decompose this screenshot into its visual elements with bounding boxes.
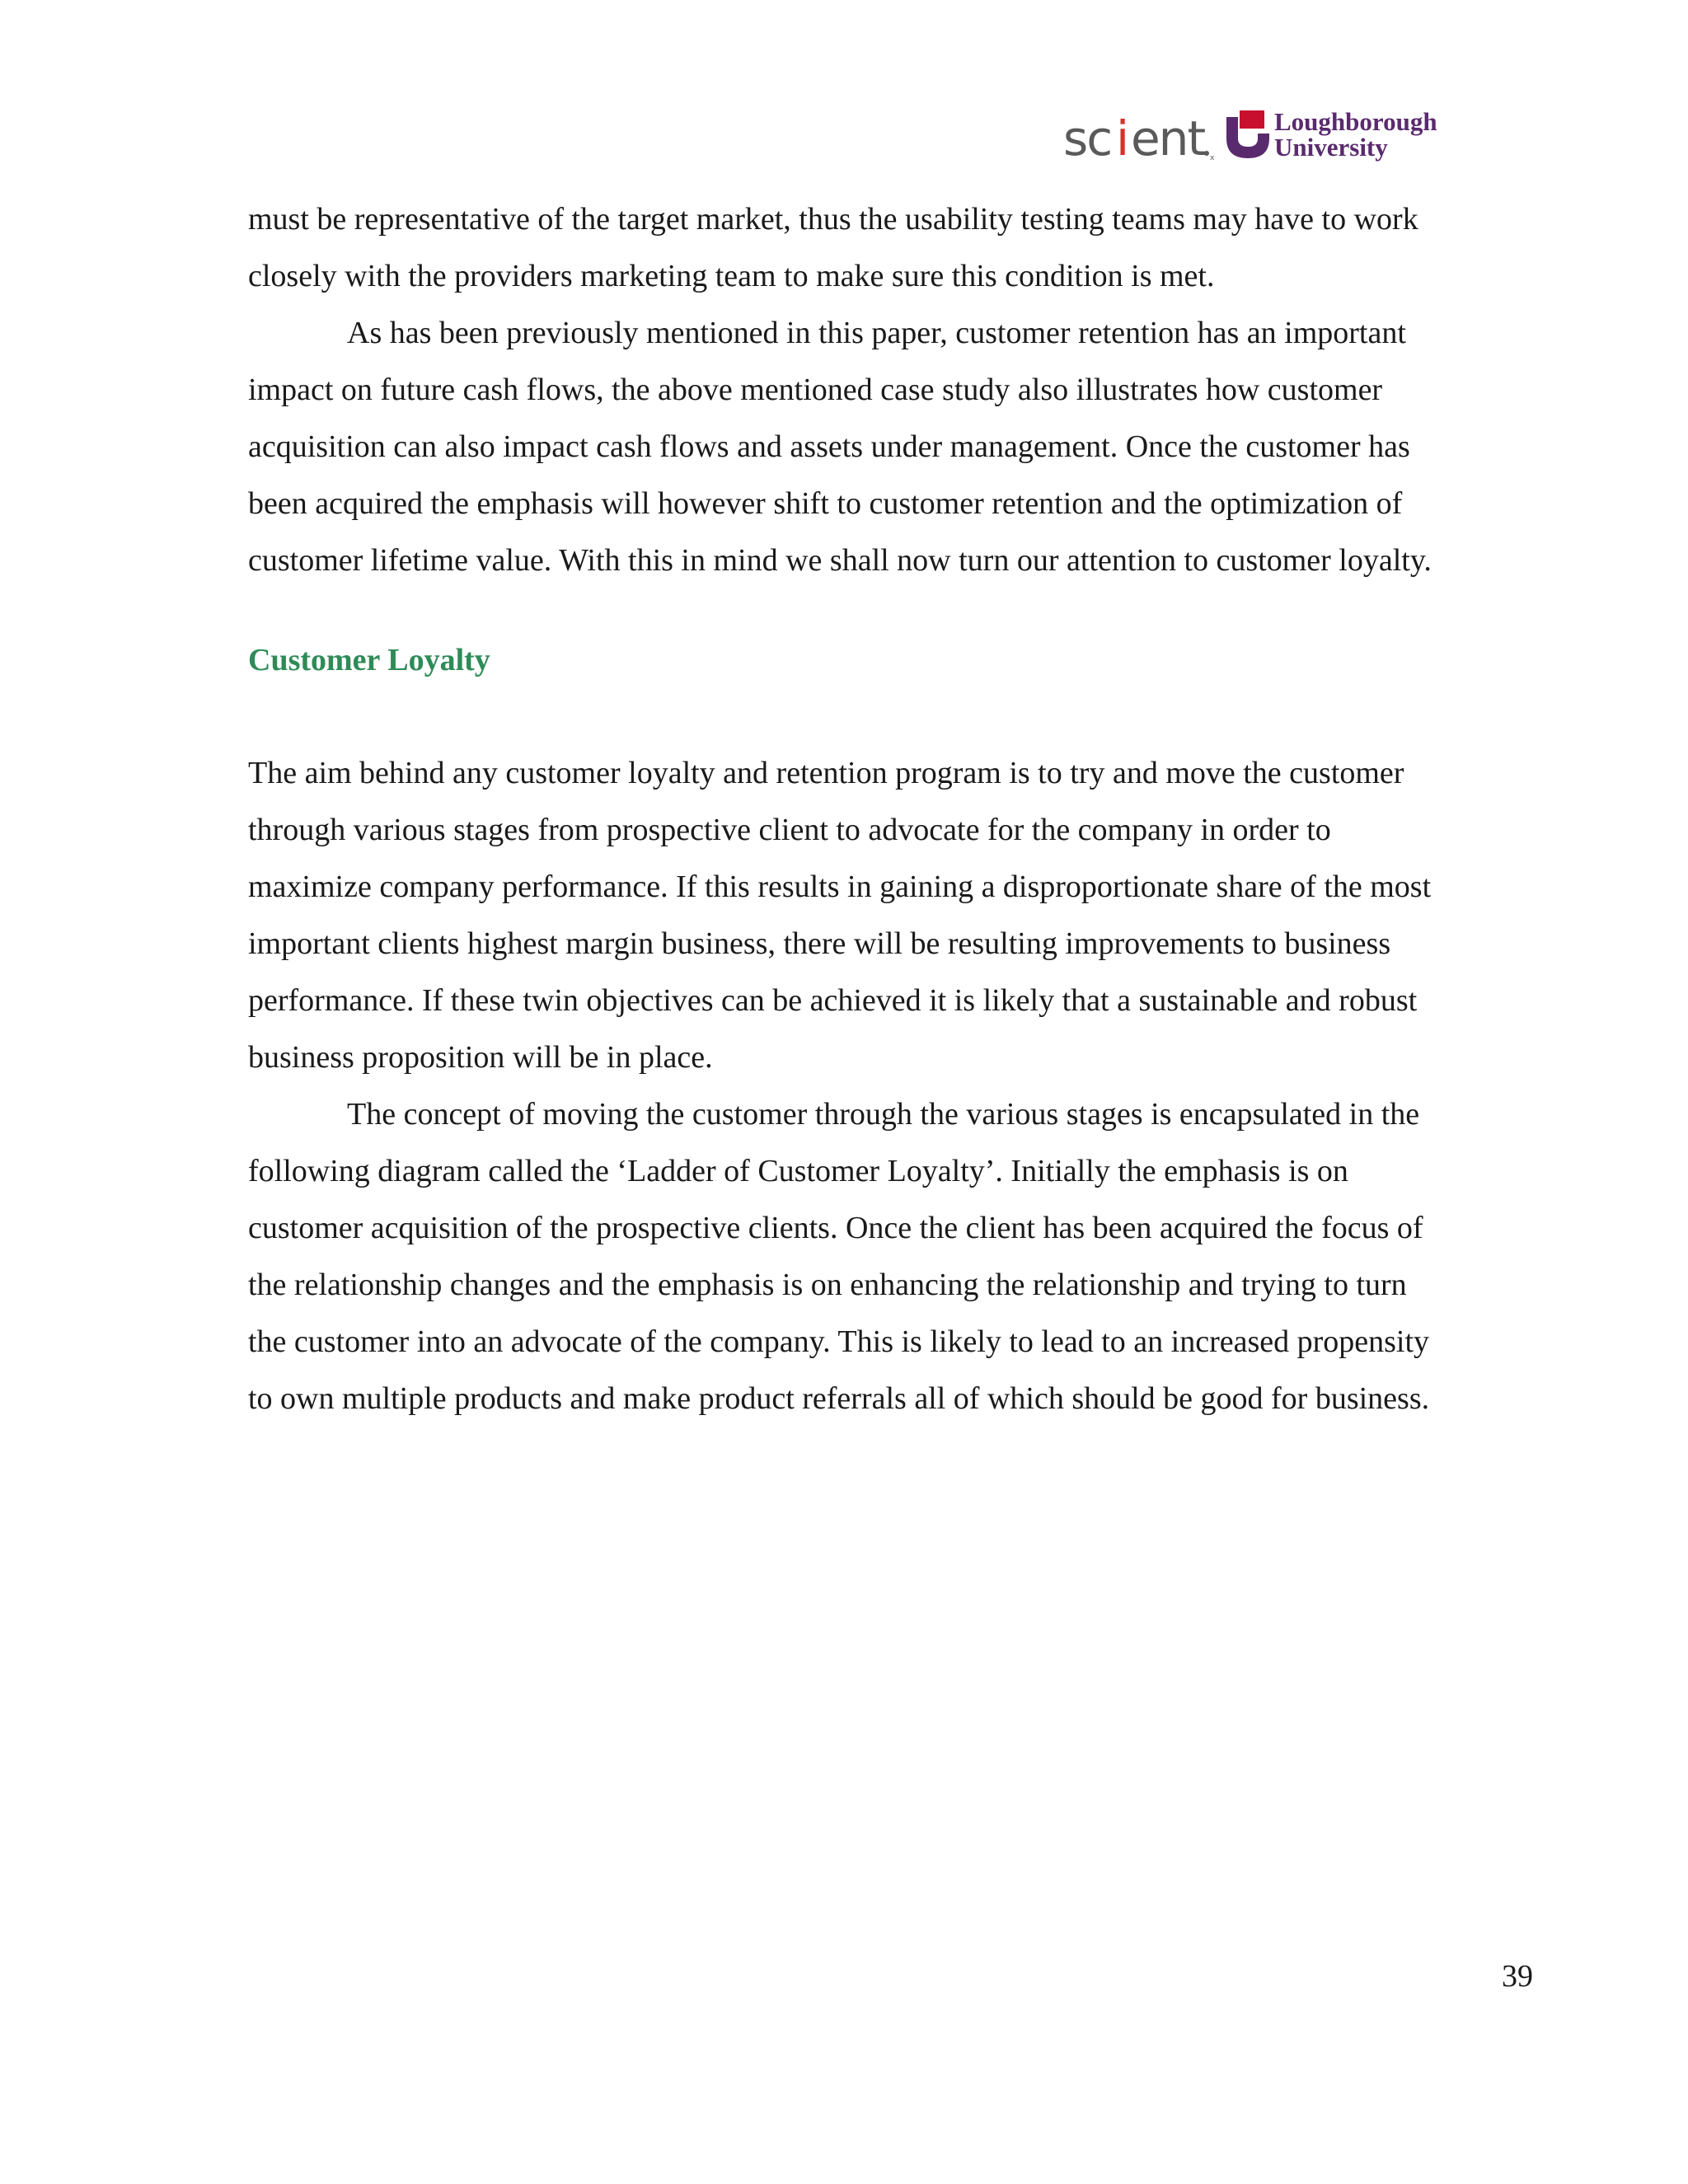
loughborough-university-logo	[1225, 109, 1439, 166]
svg-text:x: x	[1210, 154, 1215, 162]
page-header	[1063, 105, 1442, 171]
page-number: 39	[1502, 1959, 1533, 1994]
paragraph-2: As has been previously mentioned in this paper, customer retention has an important impact on future cash flows, the above mentioned case study also illustrates how customer acquisition can also impact cash flows and assets under management. Once the customer has been acquired the emphasis will however shift to customer retention and the optimization of customer lifetime value. With this in mind we shall now turn our attention to customer loyalty.	[248, 316, 1432, 578]
paragraph-3: The aim behind any customer loyalty and retention program is to try and move the customer through various stages from prospective client to advocate for the company in order to maximize company performance. If this results in gaining a disproportionate share of the most important clients highest margin business, there will be resulting improvements to business performance. If these twin objectives can be achieved it is likely that a sustainable and robust business proposition will be in place.	[248, 756, 1432, 1075]
university-shield-icon	[1225, 110, 1271, 162]
svg-text:ent: ent	[1131, 110, 1205, 166]
university-name-line2: University	[1274, 133, 1388, 162]
section-heading: Customer Loyalty	[248, 643, 490, 677]
scient-logo	[1063, 105, 1220, 171]
body-text	[248, 191, 1451, 1427]
paragraph-1: must be representative of the target market, thus the usability testing teams may have to work closely with the providers marketing team to make sure this condition is met.	[248, 202, 1418, 293]
university-name-line1: Loughborough	[1274, 107, 1437, 136]
paragraph-4: The concept of moving the customer through the various stages is encapsulated in the following diagram called the ‘Ladder of Customer Loyalty’. Initially the emphasis is on customer acquisition of the prospective clients. Once the client has been acquired the focus of the relationship changes and the emphasis is on enhancing the relationship and trying to turn the customer into an advocate of the company. This is likely to lead to an increased propensity to own multiple products and make product referrals all of which should be good for business.	[248, 1097, 1430, 1416]
svg-text:i: i	[1116, 110, 1130, 166]
university-name	[1274, 109, 1437, 160]
svg-text:sc: sc	[1063, 110, 1112, 166]
